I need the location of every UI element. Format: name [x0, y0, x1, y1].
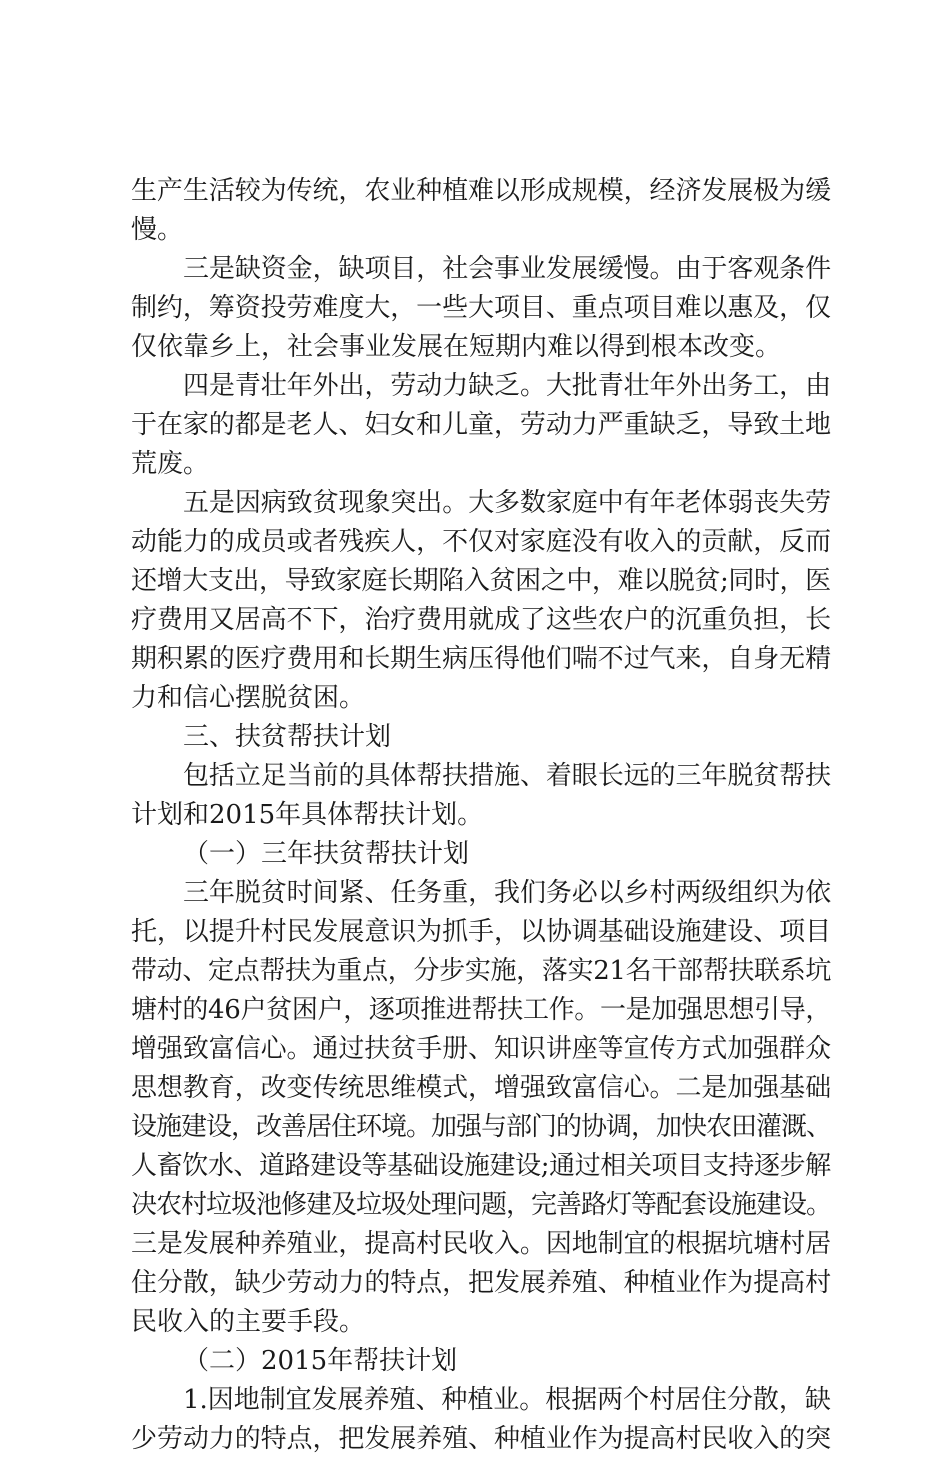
- paragraph-start: 包括立足当前的具体帮扶措施、着眼长远的三年脱贫帮扶: [183, 761, 832, 791]
- text-line: 三是发展种养殖业，提高村民收入。因地制宜的根据坑塘村居: [131, 1229, 832, 1259]
- text-line: 于在家的都是老人、妇女和儿童，劳动力严重缺乏，导致土地: [131, 410, 832, 440]
- paragraph-start: 五是因病致贫现象突出。大多数家庭中有年老体弱丧失劳: [183, 488, 832, 518]
- text-line: 荒废。: [131, 449, 210, 479]
- text-line: 托，以提升村民发展意识为抓手，以协调基础设施建设、项目: [131, 917, 832, 947]
- text-line: 民收入的主要手段。: [131, 1307, 366, 1337]
- text-line: 带动、定点帮扶为重点，分步实施，落实21名干部帮扶联系坑: [131, 956, 832, 986]
- text-line: 设施建设，改善居住环境。加强与部门的协调，加快农田灌溉、: [131, 1112, 832, 1142]
- text-line: 人畜饮水、道路建设等基础设施建设;通过相关项目支持逐步解: [131, 1151, 831, 1181]
- text-line: 还增大支出，导致家庭长期陷入贫困之中，难以脱贫;同时，医: [131, 566, 831, 596]
- subsection-heading: （一）三年扶贫帮扶计划: [183, 839, 470, 869]
- document-body: [131, 172, 831, 1459]
- paragraph-start: 三年脱贫时间紧、任务重，我们务必以乡村两级组织为依: [183, 878, 832, 908]
- paragraph-start: 四是青壮年外出，劳动力缺乏。大批青壮年外出务工，由: [183, 371, 832, 401]
- text-line: 慢。: [131, 215, 184, 245]
- text-line: 塘村的46户贫困户，逐项推进帮扶工作。一是加强思想引导，: [131, 995, 832, 1025]
- text-line: 动能力的成员或者残疾人，不仅对家庭没有收入的贡献，反而: [131, 527, 832, 557]
- paragraph-start: 1.因地制宜发展养殖、种植业。根据两个村居住分散，缺: [183, 1385, 831, 1415]
- text-line: 计划和2015年具体帮扶计划。: [131, 800, 484, 830]
- text-line: 疗费用又居高不下，治疗费用就成了这些农户的沉重负担，长: [131, 605, 832, 635]
- text-line: 住分散，缺少劳动力的特点，把发展养殖、种植业作为提高村: [131, 1268, 832, 1298]
- text-line: 少劳动力的特点，把发展养殖、种植业作为提高村民收入的突: [131, 1424, 832, 1454]
- text-line: 制约，筹资投劳难度大，一些大项目、重点项目难以惠及，仅: [131, 293, 832, 323]
- paragraph-start: 三是缺资金，缺项目，社会事业发展缓慢。由于客观条件: [183, 254, 832, 284]
- text-line: 生产生活较为传统，农业种植难以形成规模，经济发展极为缓: [131, 176, 832, 206]
- text-line: 力和信心摆脱贫困。: [131, 683, 366, 713]
- section-heading: 三、扶贫帮扶计划: [183, 722, 392, 752]
- text-line: 期积累的医疗费用和长期生病压得他们喘不过气来，自身无精: [131, 644, 832, 674]
- text-line: 增强致富信心。通过扶贫手册、知识讲座等宣传方式加强群众: [131, 1034, 832, 1064]
- subsection-heading: （二）2015年帮扶计划: [183, 1346, 458, 1376]
- text-line: 思想教育，改变传统思维模式，增强致富信心。二是加强基础: [131, 1073, 832, 1103]
- text-line: 仅依靠乡上，社会事业发展在短期内难以得到根本改变。: [131, 332, 782, 362]
- text-line: 决农村垃圾池修建及垃圾处理问题，完善路灯等配套设施建设。: [131, 1190, 832, 1220]
